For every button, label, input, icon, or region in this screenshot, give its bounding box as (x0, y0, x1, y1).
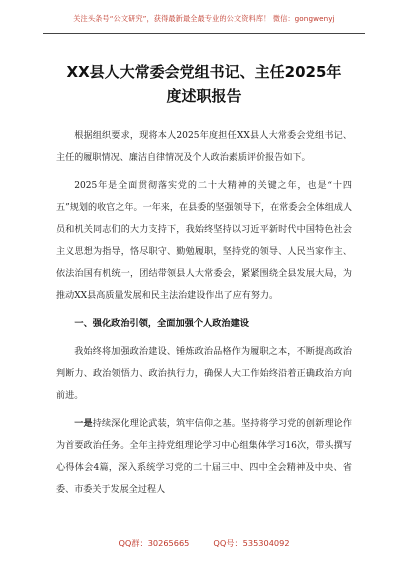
title-line-2: 度述职报告 (166, 87, 242, 105)
document-body (56, 125, 352, 507)
title-line-1: XX县人大常委会党组书记、主任2025年 (66, 63, 342, 81)
section-1-paragraph: 我始终将加强政治建设、锤炼政治品格作为履职之本，不断提高政治判断力、政治领悟力、政治执行力，确保人大工作始终沿着正确政治方向前进。 (56, 347, 352, 401)
header-banner: 关注头条号“公文研究”，获得最新最全最专业的公文资料库！ 微信：gongwenyj (73, 14, 335, 23)
section-heading-1: 一、强化政治引领，全面加强个人政治建设 (74, 318, 249, 329)
overview-paragraph: 2025年是全面贯彻落实党的二十大精神的关键之年，也是“十四五”规划的收官之年。一年来，在县委的坚强领导下，在常委会全体组成人员和机关同志们的大力支持下，我始终坚持以习近平新时代中国特色社会主义思想为指导，恪尽职守、勤勉履职，坚持党的领导、人民当家作主、依法治国有机统一，团结带领县人大常委会，紧紧围绕全县发展大局，为推动XX县高质量发展和民主法治建设作出了应有努力。 (56, 181, 352, 301)
footer-qq-group: QQ群：30265665 (118, 538, 190, 548)
document-title (45, 60, 363, 108)
item-lead: 一是 (74, 418, 93, 429)
section-1-item-1 (56, 413, 352, 501)
item-body: 持续深化理论武装，筑牢信仰之基。坚持将学习党的创新理论作为首要政治任务。全年主持党组理论学习中心组集体学习16次，带头撰写心得体会4篇，深入系统学习党的二十届三中、四中全会精神及中央、省委、市委关于发展全过程人 (56, 419, 352, 495)
footer-contacts (0, 538, 408, 549)
header-divider (43, 33, 365, 34)
intro-paragraph: 根据组织要求，现将本人2025年度担任XX县人大常委会党组书记、主任的履职情况、廉洁自律情况及个人政治素质评价报告如下。 (56, 131, 352, 163)
footer-qq-number: QQ号：535304092 (213, 538, 290, 548)
